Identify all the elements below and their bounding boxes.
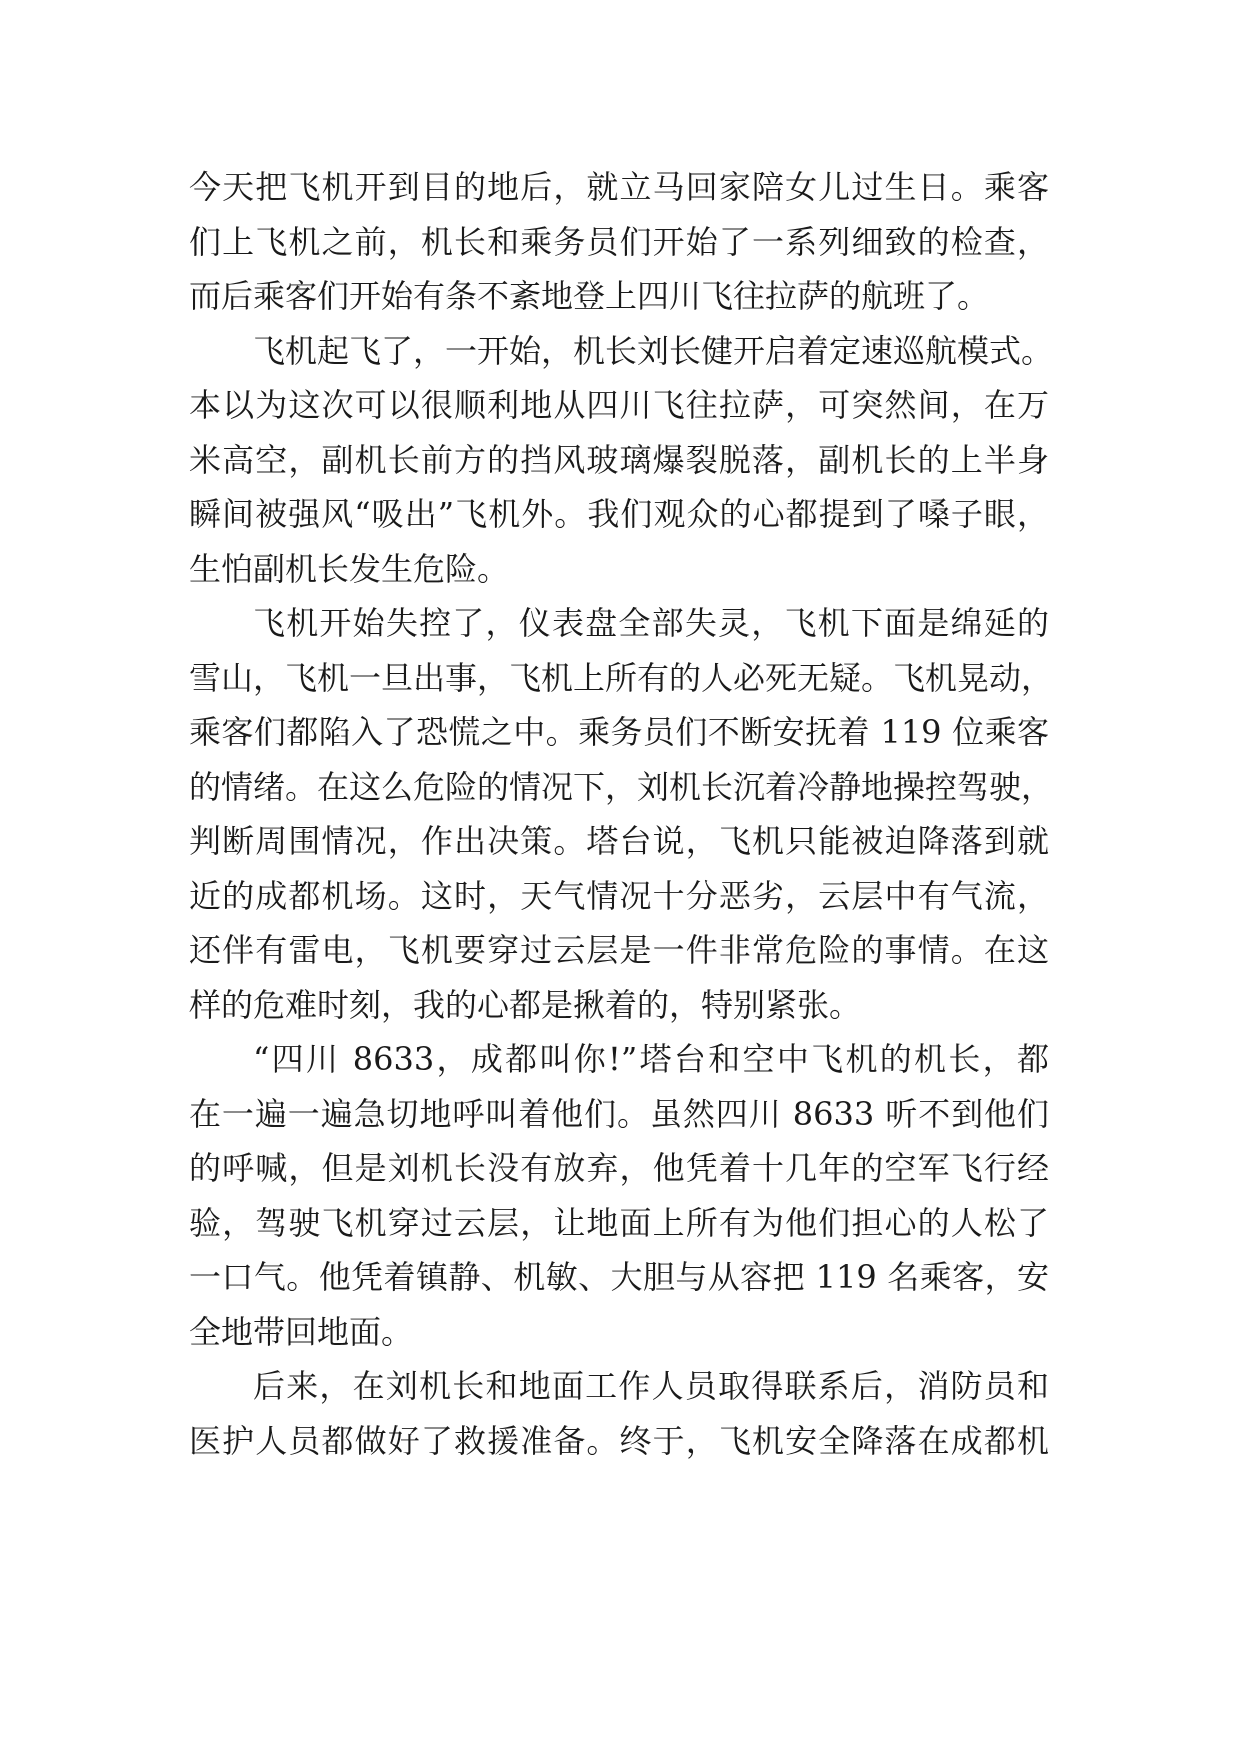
- text-line: 还伴有雷电，飞机要穿过云层是一件非常危险的事情。在这: [189, 931, 1049, 969]
- text-line: 近的成都机场。这时，天气情况十分恶劣，云层中有气流，: [189, 876, 1049, 915]
- text-line: 验，驾驶飞机穿过云层，让地面上所有为他们担心的人松了: [189, 1203, 1049, 1242]
- text-line: 样的危难时刻，我的心都是揪着的，特别紧张。: [189, 985, 862, 1024]
- text-line: 医护人员都做好了救援准备。终于，飞机安全降落在成都机: [189, 1421, 1049, 1460]
- text-line: 而后乘客们开始有条不紊地登上四川飞往拉萨的航班了。: [189, 277, 990, 315]
- text-line: 全地带回地面。: [189, 1312, 414, 1351]
- text-line: 本以为这次可以很顺利地从四川飞往拉萨，可突然间，在万: [189, 386, 1049, 424]
- text-line: 的呼喊，但是刘机长没有放弃，他凭着十几年的空军飞行经: [189, 1149, 1049, 1187]
- text-line: 生怕副机长发生危险。: [189, 549, 510, 588]
- essay-body-text: [189, 160, 1054, 1468]
- text-line: 雪山，飞机一旦出事，飞机上所有的人必死无疑。飞机晃动，: [189, 658, 1054, 697]
- text-line: 飞机开始失控了，仪表盘全部失灵，飞机下面是绵延的: [253, 604, 1049, 642]
- text-line: 们上飞机之前，机长和乘务员们开始了一系列细致的检查，: [189, 222, 1049, 261]
- text-line: 飞机起飞了，一开始，机长刘长健开启着定速巡航模式。: [253, 331, 1054, 370]
- text-line: 的情绪。在这么危险的情况下，刘机长沉着冷静地操控驾驶，: [189, 767, 1054, 806]
- text-line: “四川 8633，成都叫你!”塔台和空中飞机的机长，都: [253, 1040, 1049, 1078]
- text-line: 乘客们都陷入了恐慌之中。乘务员们不断安抚着 119 位乘客: [189, 713, 1049, 751]
- text-line: 米高空，副机长前方的挡风玻璃爆裂脱落，副机长的上半身: [189, 440, 1049, 479]
- text-line: 今天把飞机开到目的地后，就立马回家陪女儿过生日。乘客: [189, 168, 1049, 206]
- text-line: 瞬间被强风“吸出”飞机外。我们观众的心都提到了嗓子眼，: [189, 495, 1049, 533]
- text-line: 判断周围情况，作出决策。塔台说，飞机只能被迫降落到就: [189, 822, 1049, 860]
- text-line: 一口气。他凭着镇静、机敏、大胆与从容把 119 名乘客，安: [189, 1258, 1049, 1296]
- text-line: 在一遍一遍急切地呼叫着他们。虽然四川 8633 听不到他们: [189, 1094, 1049, 1133]
- text-line: 后来，在刘机长和地面工作人员取得联系后，消防员和: [253, 1367, 1049, 1405]
